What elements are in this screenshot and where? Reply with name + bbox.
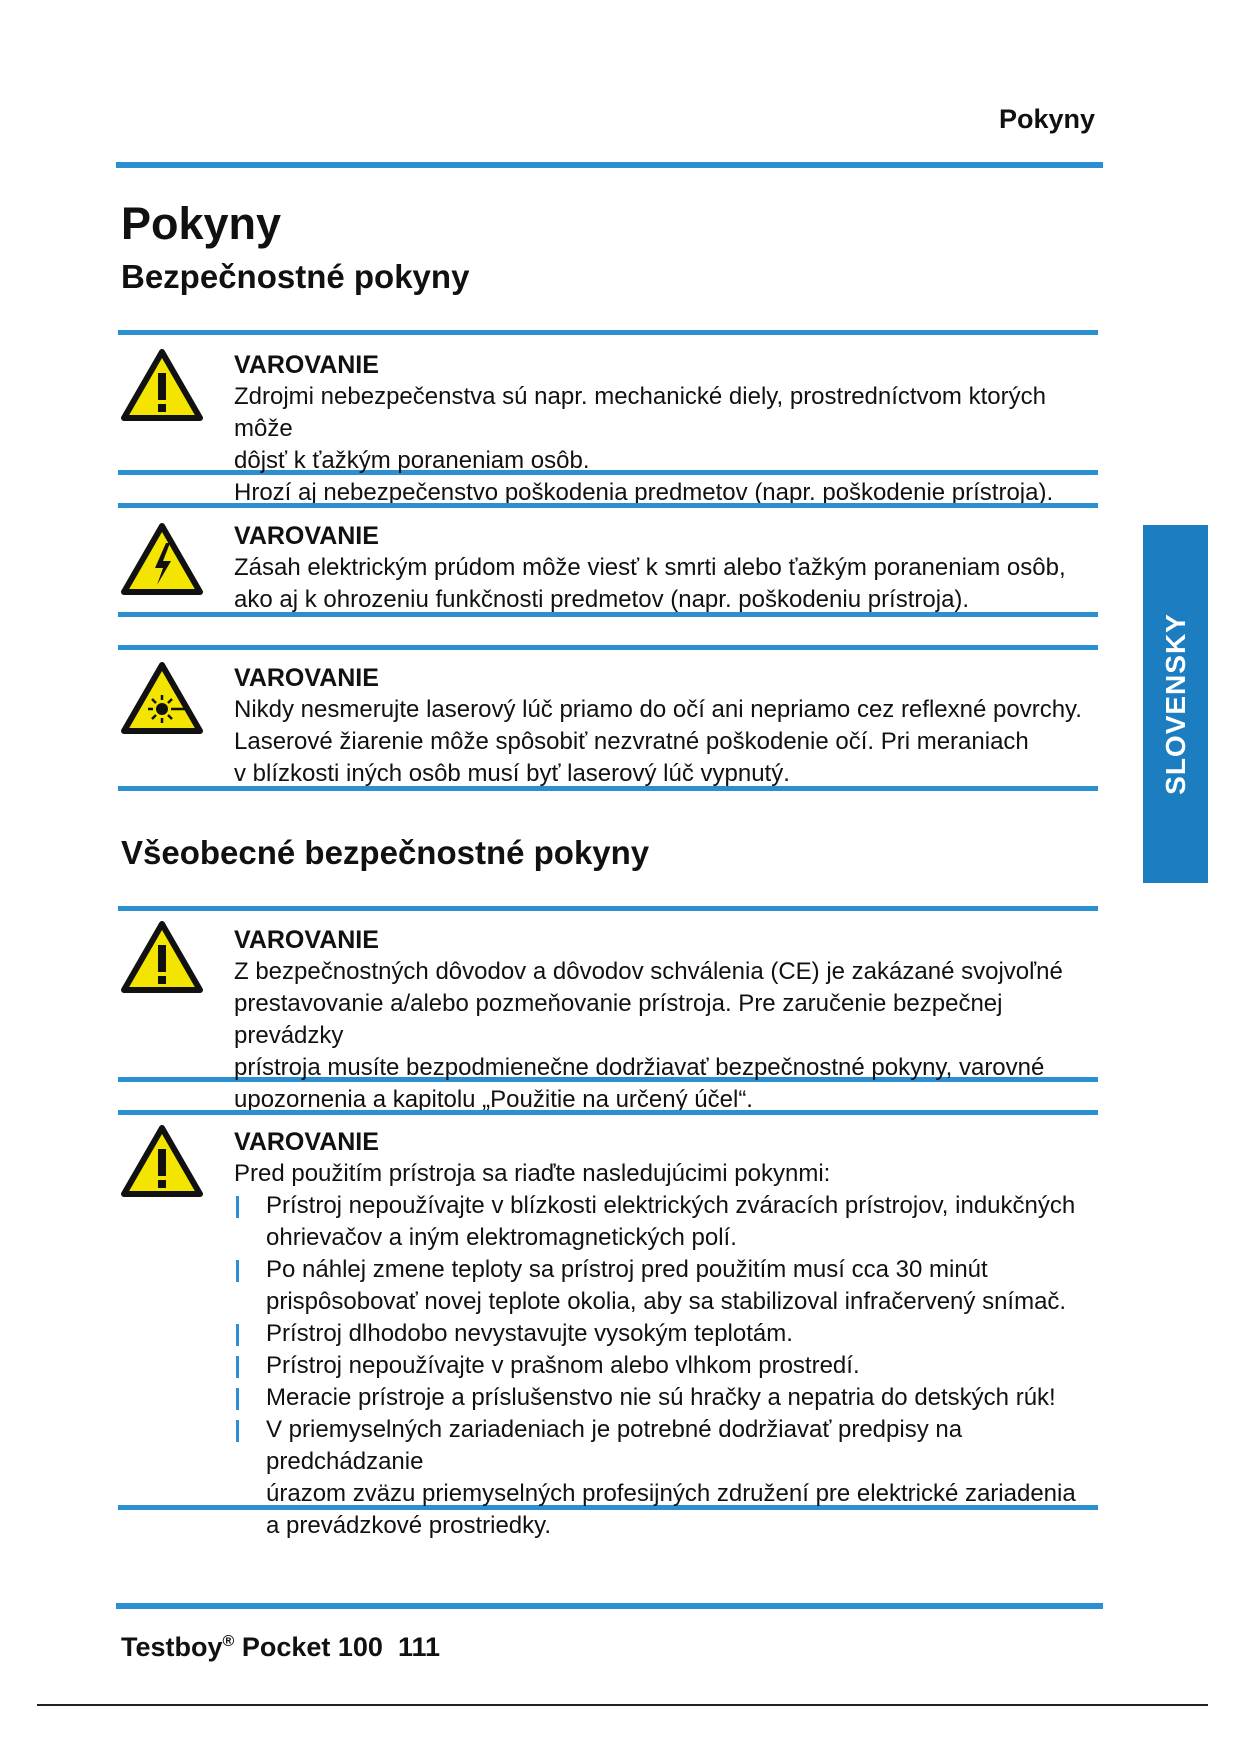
language-tab-label: SLOVENSKY	[1159, 613, 1191, 795]
footer-product: Pocket 100	[241, 1632, 383, 1662]
warning-text-line: Zásah elektrickým prúdom môže viesť k smrti alebo ťažkým poraneniam osôb,	[234, 554, 1066, 581]
warning-box-ce	[118, 906, 1098, 1113]
running-header-title: Pokyny	[998, 104, 1095, 134]
bullet-line: Meracie prístroje a príslušenstvo nie sú hračky a nepatria do detských rúk!	[266, 1384, 1056, 1411]
bullet-line: ohrievačov a iným elektromagnetických polí.	[266, 1224, 737, 1251]
bullet-line: úrazom zväzu priemyselných profesijných združení pre elektrické zariadenia	[266, 1480, 1076, 1507]
bullet-line: Prístroj dlhodobo nevystavujte vysokým teplotám.	[266, 1320, 793, 1347]
general-warning-icon	[121, 349, 203, 421]
general-warning-icon	[121, 921, 203, 993]
header-rule	[116, 162, 1103, 168]
electric-shock-warning-icon	[121, 523, 203, 595]
warning-title: VAROVANIE	[234, 522, 379, 550]
warning-text-line: v blízkosti iných osôb musí byť laserový lúč vypnutý.	[234, 760, 790, 787]
warning-title: VAROVANIE	[234, 664, 379, 692]
bullet-line: a prevádzkové prostriedky.	[266, 1512, 552, 1539]
warning-text-line: Zdrojmi nebezpečenstva sú napr. mechanické diely, prostredníctvom ktorých môže	[234, 383, 1046, 442]
warning-intro: Pred použitím prístroja sa riaďte nasledujúcimi pokynmi:	[234, 1160, 831, 1187]
language-tab	[1143, 525, 1208, 883]
list-item	[234, 1318, 1090, 1350]
warning-title: VAROVANIE	[234, 1128, 379, 1156]
footer	[121, 1632, 440, 1663]
warning-text-line: Nikdy nesmerujte laserový lúč priamo do očí ani nepriamo cez reflexné povrchy.	[234, 696, 1082, 723]
list-item	[234, 1382, 1090, 1414]
list-item	[234, 1254, 1090, 1318]
warning-box-laser	[118, 645, 1098, 791]
warning-text-line: Laserové žiarenie môže spôsobiť nezvratné poškodenie očí. Pri meraniach	[234, 728, 1029, 755]
warning-text-line: dôjsť k ťažkým poraneniam osôb.	[234, 447, 590, 474]
bullet-line: Prístroj nepoužívajte v blízkosti elektrických zváracích prístrojov, indukčných	[266, 1192, 1076, 1219]
warning-text-line: Z bezpečnostných dôvodov a dôvodov schválenia (CE) je zakázané svojvoľné	[234, 958, 1063, 985]
bullet-line: V priemyselných zariadeniach je potrebné dodržiavať predpisy na predchádzanie	[266, 1416, 963, 1475]
section-heading-safety: Bezpečnostné pokyny	[121, 258, 470, 295]
warning-box-usage	[118, 1110, 1098, 1539]
warning-text-line: upozornenia a kapitolu „Použitie na určený účel“.	[234, 1086, 753, 1113]
warning-box-electric	[118, 503, 1098, 617]
general-warning-icon	[121, 1125, 203, 1197]
warning-text-line: Hrozí aj nebezpečenstvo poškodenia predmetov (napr. poškodenie prístroja).	[234, 479, 1054, 506]
bullet-line: Po náhlej zmene teploty sa prístroj pred použitím musí cca 30 minút	[266, 1256, 988, 1283]
warning-text-line: ako aj k ohrozeniu funkčnosti predmetov (napr. poškodeniu prístroja).	[234, 586, 970, 613]
usage-bullet-list	[234, 1190, 1090, 1542]
warning-title: VAROVANIE	[234, 926, 379, 954]
bullet-line: Prístroj nepoužívajte v prašnom alebo vlhkom prostredí.	[266, 1352, 860, 1379]
warning-text-line: prestavovanie a/alebo pozmeňovanie prístroja. Pre zaručenie bezpečnej prevádzky	[234, 990, 1003, 1049]
registered-mark: ®	[222, 1633, 235, 1650]
list-item	[234, 1350, 1090, 1382]
footer-rule	[116, 1603, 1103, 1609]
section-heading-general-safety: Všeobecné bezpečnostné pokyny	[121, 834, 650, 871]
page-title: Pokyny	[121, 198, 282, 249]
list-item	[234, 1190, 1090, 1254]
page-number: 111	[397, 1632, 441, 1662]
warning-box-mechanical	[118, 330, 1098, 506]
warning-text-line: prístroja musíte bezpodmienečne dodržiavať bezpečnostné pokyny, varovné	[234, 1054, 1045, 1081]
page-bottom-line	[37, 1704, 1208, 1706]
footer-brand: Testboy	[121, 1632, 223, 1662]
laser-warning-icon	[121, 662, 203, 734]
list-item	[234, 1414, 1090, 1542]
warning-title: VAROVANIE	[234, 351, 379, 379]
bullet-line: prispôsobovať novej teplote okolia, aby sa stabilizoval infračervený snímač.	[266, 1288, 1067, 1315]
